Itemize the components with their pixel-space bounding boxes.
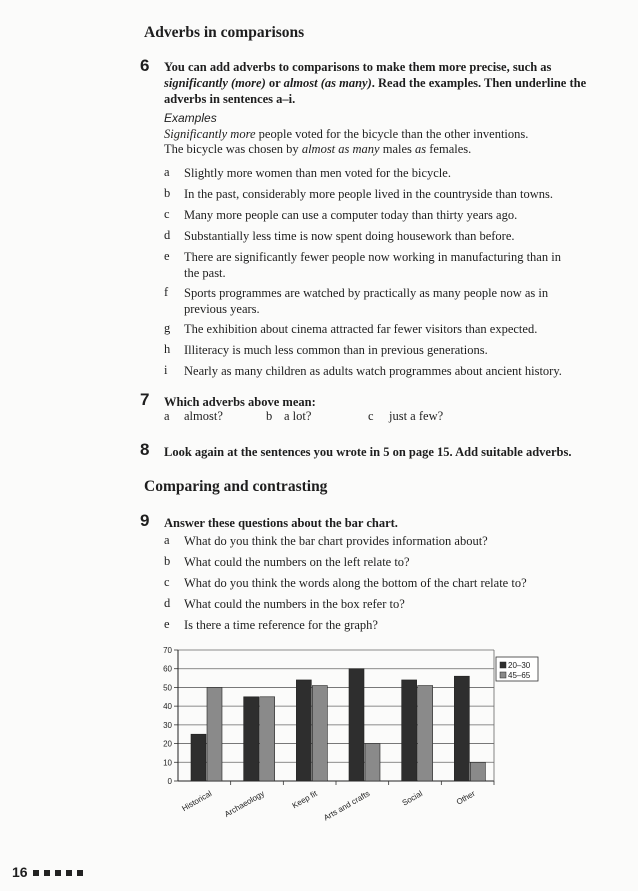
y-tick-label: 50 bbox=[163, 683, 172, 693]
bar bbox=[191, 734, 206, 781]
example-1-italic: Significantly more bbox=[164, 127, 256, 141]
q7-option-label: a bbox=[164, 409, 170, 423]
list-item-label: e bbox=[164, 617, 170, 631]
page-number bbox=[12, 864, 83, 880]
list-item-label: a bbox=[164, 533, 170, 547]
q7-option: just a few? bbox=[389, 409, 444, 423]
list-item-label: d bbox=[164, 596, 171, 610]
list-item: Many more people can use a computer today than thirty years ago. bbox=[184, 208, 518, 222]
example-1-rest: people voted for the bicycle than the other inventions. bbox=[255, 127, 529, 141]
example-1 bbox=[164, 127, 528, 142]
x-tick-label: Arts and crafts bbox=[322, 788, 372, 823]
list-item-label: b bbox=[164, 554, 171, 568]
examples-heading: Examples bbox=[164, 111, 217, 125]
list-item: In the past, considerably more people lived in the countryside than towns. bbox=[184, 187, 554, 201]
question-number-7: 7 bbox=[140, 390, 150, 409]
bar bbox=[207, 687, 222, 781]
list-item-label: b bbox=[164, 186, 171, 200]
list-item: Illiteracy is much less common than in previous generations. bbox=[184, 343, 488, 357]
list-item-line: previous years. bbox=[184, 302, 260, 316]
example-2-a: The bicycle was chosen by bbox=[164, 142, 302, 156]
page-number-text: 16 bbox=[12, 864, 28, 880]
q6-italic-1: significantly (more) bbox=[164, 76, 266, 90]
question-number-6: 6 bbox=[140, 56, 150, 75]
list-item: Is there a time reference for the graph? bbox=[184, 618, 378, 632]
y-tick-label: 40 bbox=[163, 702, 172, 712]
list-item-label: i bbox=[164, 363, 168, 377]
legend-label: 20–30 bbox=[508, 661, 531, 670]
list-item-label: c bbox=[164, 207, 170, 221]
q7-option-label: c bbox=[368, 409, 374, 423]
list-item-line: Sports programmes are watched by practically as many people now as in bbox=[184, 286, 549, 300]
q8-text: Look again at the sentences you wrote in 5 on page 15. Add suitable adverbs. bbox=[164, 445, 572, 459]
bar bbox=[365, 744, 380, 781]
x-tick-label: Keep fit bbox=[290, 788, 319, 811]
list-item bbox=[184, 285, 584, 317]
section-title-adverbs: Adverbs in comparisons bbox=[144, 24, 305, 41]
bar bbox=[312, 686, 327, 781]
list-item: Substantially less time is now spent doing housework than before. bbox=[184, 229, 515, 243]
list-item bbox=[184, 249, 584, 281]
question-number-8: 8 bbox=[140, 440, 150, 459]
q6-instructions bbox=[164, 59, 604, 107]
example-2-b: males bbox=[379, 142, 416, 156]
q7-text: Which adverbs above mean: bbox=[164, 395, 316, 409]
square-marker-icon bbox=[66, 870, 72, 876]
q7-option-label: b bbox=[266, 409, 273, 423]
list-item-line: the past. bbox=[184, 266, 226, 280]
list-item-label: a bbox=[164, 165, 170, 179]
q7-option: almost? bbox=[184, 409, 223, 423]
q7-option: a lot? bbox=[284, 409, 312, 423]
bar bbox=[470, 762, 485, 781]
bar bbox=[296, 680, 311, 781]
bar bbox=[349, 669, 364, 781]
x-tick-label: Historical bbox=[180, 788, 214, 814]
example-2 bbox=[164, 142, 471, 157]
list-item: What do you think the words along the bottom of the chart relate to? bbox=[184, 576, 527, 590]
q6-line3: adverbs in sentences a–i. bbox=[164, 92, 296, 106]
y-tick-label: 30 bbox=[163, 720, 172, 730]
x-tick-label: Other bbox=[454, 788, 477, 807]
list-item-label: d bbox=[164, 228, 171, 242]
list-item: The exhibition about cinema attracted far fewer visitors than expected. bbox=[184, 322, 538, 336]
y-tick-label: 10 bbox=[163, 758, 172, 768]
y-tick-label: 20 bbox=[163, 739, 172, 749]
legend-swatch bbox=[500, 672, 506, 678]
q6-line2 bbox=[164, 75, 604, 91]
example-2-italic-as: as bbox=[415, 142, 427, 156]
question-number-9: 9 bbox=[140, 511, 150, 530]
list-item-label: c bbox=[164, 575, 170, 589]
list-item-line: There are significantly fewer people now working in manufacturing than in bbox=[184, 250, 561, 264]
list-item: Slightly more women than men voted for the bicycle. bbox=[184, 166, 451, 180]
bar-chart bbox=[140, 640, 540, 840]
x-tick-label: Archaeology bbox=[222, 788, 266, 819]
q6-mid: or bbox=[265, 76, 284, 90]
x-tick-label: Social bbox=[400, 788, 424, 808]
q9-text: Answer these questions about the bar chart. bbox=[164, 516, 398, 530]
y-tick-label: 60 bbox=[163, 664, 172, 674]
legend-swatch bbox=[500, 662, 506, 668]
y-tick-label: 70 bbox=[163, 646, 172, 655]
y-tick-label: 0 bbox=[167, 777, 172, 786]
q6-line2-end: . Read the examples. Then underline the bbox=[371, 76, 587, 90]
square-marker-icon bbox=[44, 870, 50, 876]
list-item-label: f bbox=[164, 285, 169, 299]
list-item: Nearly as many children as adults watch programmes about ancient history. bbox=[184, 364, 562, 378]
bar bbox=[260, 697, 275, 781]
list-item: What could the numbers on the left relate to? bbox=[184, 555, 410, 569]
section-title-comparing: Comparing and contrasting bbox=[144, 478, 328, 495]
bar bbox=[244, 697, 259, 781]
list-item-label: e bbox=[164, 249, 170, 263]
list-item: What do you think the bar chart provides information about? bbox=[184, 534, 488, 548]
list-item: What could the numbers in the box refer to? bbox=[184, 597, 405, 611]
bar bbox=[454, 676, 469, 781]
example-2-c: females. bbox=[426, 142, 472, 156]
bar bbox=[418, 686, 433, 781]
list-item-label: g bbox=[164, 321, 171, 335]
q6-line1: You can add adverbs to comparisons to make them more precise, such as bbox=[164, 60, 552, 74]
square-marker-icon bbox=[55, 870, 61, 876]
legend-label: 45–65 bbox=[508, 671, 531, 680]
bar bbox=[402, 680, 417, 781]
q6-italic-2: almost (as many) bbox=[283, 76, 372, 90]
square-marker-icon bbox=[77, 870, 83, 876]
example-2-italic: almost as many bbox=[301, 142, 380, 156]
square-marker-icon bbox=[33, 870, 39, 876]
list-item-label: h bbox=[164, 342, 171, 356]
